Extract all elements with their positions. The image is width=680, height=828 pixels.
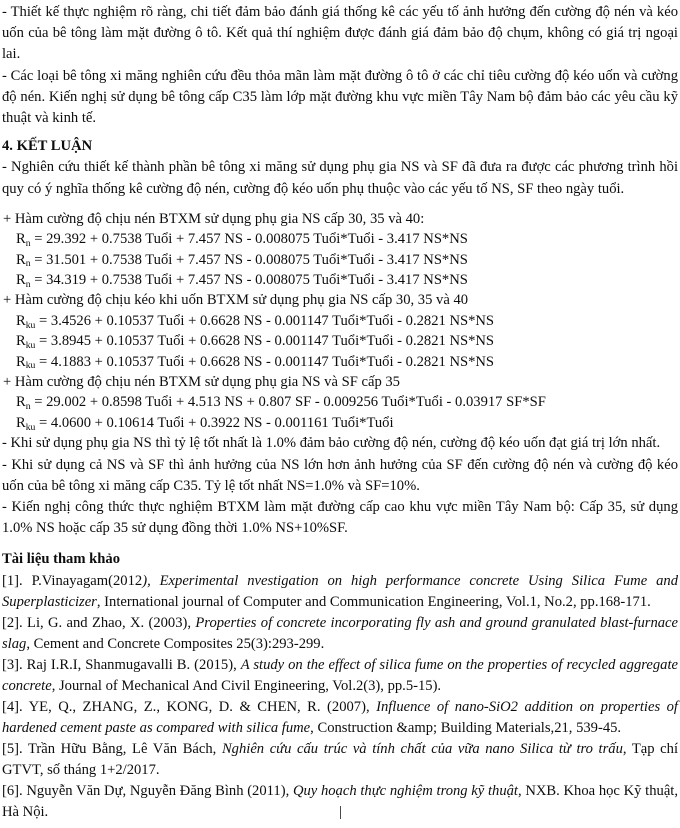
paragraph-experiment-design: - Thiết kế thực nghiệm rõ ràng, chi tiết đảm bảo đánh giá thống kê các yếu tố ảnh hưởng đến cường độ nén và kéo uốn của bê tông làm mặt đường ô tô. Kết quả thí nghiệm được đánh giá đảm bảo độ chụm, không có giá trị ngoại lai.	[2, 4, 678, 63]
reference-source: , Tạp chí GTVT, số tháng 1+2/2017.	[2, 740, 678, 778]
equation-lhs: $R_{ku}$	[16, 414, 36, 433]
equation-line	[2, 229, 678, 249]
equation-rhs: = 29.002 + 0.8598 Tuổi + 4.513 NS + 0.807 SF - 0.009256 Tuổi*Tuổi - 0.03917 SF*SF	[34, 394, 546, 411]
reference-title: Nghiên cứu cấu trúc và tính chất của vữa nano Silica từ tro trấu	[221, 740, 623, 757]
reference-item	[2, 697, 678, 739]
equation-rhs: = 4.1883 + 0.10537 Tuổi + 0.6628 NS - 0.001147 Tuổi*Tuổi - 0.2821 NS*NS	[39, 353, 495, 370]
reference-source: , Journal of Mechanical And Civil Engineering, Vol.2(3), pp.5-15).	[51, 677, 442, 694]
reference-pre-italic: Li, G. and Zhao, X. (2003),	[22, 614, 196, 631]
equation-group-flexural-ns	[2, 290, 678, 372]
equation-lhs: $R_n$	[16, 251, 31, 270]
equation-rhs: = 34.319 + 0.7538 Tuổi + 7.457 NS - 0.008075 Tuổi*Tuổi - 3.417 NS*NS	[34, 272, 468, 289]
equation-line	[2, 352, 678, 372]
reference-source: , Cement and Concrete Composites 25(3):293-299.	[26, 635, 325, 652]
conclusion-intro-paragraph: - Nghiên cứu thiết kế thành phần bê tông xi măng sử dụng phụ gia NS và SF đã đưa ra được các phương trình hồi quy có ý nghĩa thống kê cường độ nén, cường độ kéo uốn phụ thuộc vào các yếu tố NS, SF theo ngày tuổi.	[2, 159, 678, 197]
reference-source: , NXB. Khoa học Kỹ thuật, Hà Nội.	[2, 782, 678, 820]
equation-group-compressive-ns-sf	[2, 372, 678, 433]
equation-lhs: $R_n$	[16, 272, 31, 290]
reference-title: A study on the effect of silica fume on the properties of recycled aggregate concrete	[2, 656, 678, 694]
equation-group-header: + Hàm cường độ chịu kéo khi uốn BTXM sử dụng phụ gia NS cấp 30, 35 và 40	[3, 292, 469, 309]
section-heading-conclusion: 4. KẾT LUẬN	[2, 138, 93, 155]
finding-paragraph-ns-sf-influence: - Khi sử dụng cả NS và SF thì ảnh hưởng của NS lớn hơn ảnh hưởng của SF đến cường độ nén và cường độ kéo uốn của bê tông xi măng cấp C35. Tỷ lệ tốt nhất NS=1.0% và SF=10%.	[2, 456, 678, 494]
reference-item	[2, 613, 678, 655]
reference-number: [6].	[2, 782, 23, 799]
reference-source: , International journal of Computer and Communication Engineering, Vol.1, No.2, pp.168-171.	[96, 593, 651, 610]
text-cursor	[340, 806, 341, 819]
equation-rhs: = 31.501 + 0.7538 Tuổi + 7.457 NS - 0.008075 Tuổi*Tuổi - 3.417 NS*NS	[34, 251, 468, 268]
reference-pre-italic: Raj I.R.I, Shanmugavalli B. (2015),	[22, 656, 241, 673]
equation-group-header: + Hàm cường độ chịu nén BTXM sử dụng phụ gia NS cấp 30, 35 và 40:	[3, 210, 425, 227]
reference-title: Properties of concrete incorporating fly ash and ground granulated blast-furnace slag	[2, 614, 678, 652]
equation-line	[2, 413, 678, 433]
equation-line	[2, 331, 678, 351]
equation-rhs: = 29.392 + 0.7538 Tuổi + 7.457 NS - 0.008075 Tuổi*Tuổi - 3.417 NS*NS	[34, 231, 468, 248]
references-heading: Tài liệu tham khảo	[2, 551, 120, 568]
reference-number: [5].	[2, 740, 23, 757]
reference-item	[2, 655, 678, 697]
finding-paragraph-recommendation: - Kiến nghị công thức thực nghiệm BTXM làm mặt đường cấp cao khu vực miền Tây Nam bộ: Cấp 35, sử dụng 1.0% NS hoặc cấp 35 sử dụng đồng thời 1.0% NS+10%SF.	[2, 498, 678, 537]
finding-paragraph-ns-ratio: - Khi sử dụng phụ gia NS thì tỷ lệ tốt nhất là 1.0% đảm bảo cường độ nén, cường độ kéo uốn đạt giá trị lớn nhất.	[2, 435, 661, 452]
reference-pre-italic: Nguyễn Văn Dự, Nguyễn Đăng Bình (2011),	[22, 782, 293, 799]
reference-title: Quy hoạch thực nghiệm trong kỹ thuật	[292, 782, 518, 799]
reference-number: [4].	[2, 698, 23, 715]
equation-lhs: $R_n$	[16, 394, 31, 413]
spacer	[2, 200, 678, 209]
equation-group-header: + Hàm cường độ chịu nén BTXM sử dụng phụ gia NS và SF cấp 35	[3, 374, 400, 391]
reference-title: ), Experimental nvestigation on high performance concrete Using Silica Fume and Superplasticizer	[2, 572, 679, 610]
reference-title: Influence of nano-SiO2 addition on properties of hardened cement paste as compared with silica fume	[2, 698, 678, 736]
equation-line	[2, 311, 678, 331]
reference-source: , Construction &amp; Building Materials,21, 539-45.	[310, 719, 622, 736]
equation-rhs: = 4.0600 + 0.10614 Tuổi + 0.3922 NS - 0.001161 Tuổi*Tuổi	[39, 414, 394, 431]
equation-line	[2, 392, 678, 412]
reference-pre-italic: YE, Q., ZHANG, Z., KONG, D. & CHEN, R. (2007),	[22, 698, 377, 715]
equation-line	[2, 250, 678, 270]
reference-number: [1].	[2, 572, 23, 589]
equation-line	[2, 270, 678, 290]
reference-pre-italic: Trần Hữu Bằng, Lê Văn Bách,	[22, 740, 222, 757]
reference-number: [2].	[2, 614, 23, 631]
reference-number: [3].	[2, 656, 23, 673]
equation-lhs: $R_{ku}$	[16, 312, 36, 331]
reference-item	[2, 571, 678, 613]
paragraph-concrete-types: - Các loại bê tông xi măng nghiên cứu đều thỏa mãn làm mặt đường ô tô ở các chỉ tiêu cường độ kéo uốn và cường độ nén. Kiến nghị sử dụng bê tông cấp C35 làm lớp mặt đường khu vực miền Tây Nam bộ đảm bảo các yêu cầu kỹ thuật và kinh tế.	[2, 67, 678, 127]
equation-lhs: $R_n$	[16, 231, 31, 249]
reference-item	[2, 739, 678, 781]
equation-rhs: = 3.4526 + 0.10537 Tuổi + 0.6628 NS - 0.001147 Tuổi*Tuổi - 0.2821 NS*NS	[39, 312, 495, 329]
equation-lhs: $R_{ku}$	[16, 333, 36, 351]
equation-rhs: = 3.8945 + 0.10537 Tuổi + 0.6628 NS - 0.001147 Tuổi*Tuổi - 0.2821 NS*NS	[39, 333, 495, 350]
reference-pre-italic: P.Vinayagam(2012	[22, 572, 143, 589]
equation-lhs: $R_{ku}$	[16, 353, 36, 372]
equation-group-compressive-ns	[2, 209, 678, 291]
